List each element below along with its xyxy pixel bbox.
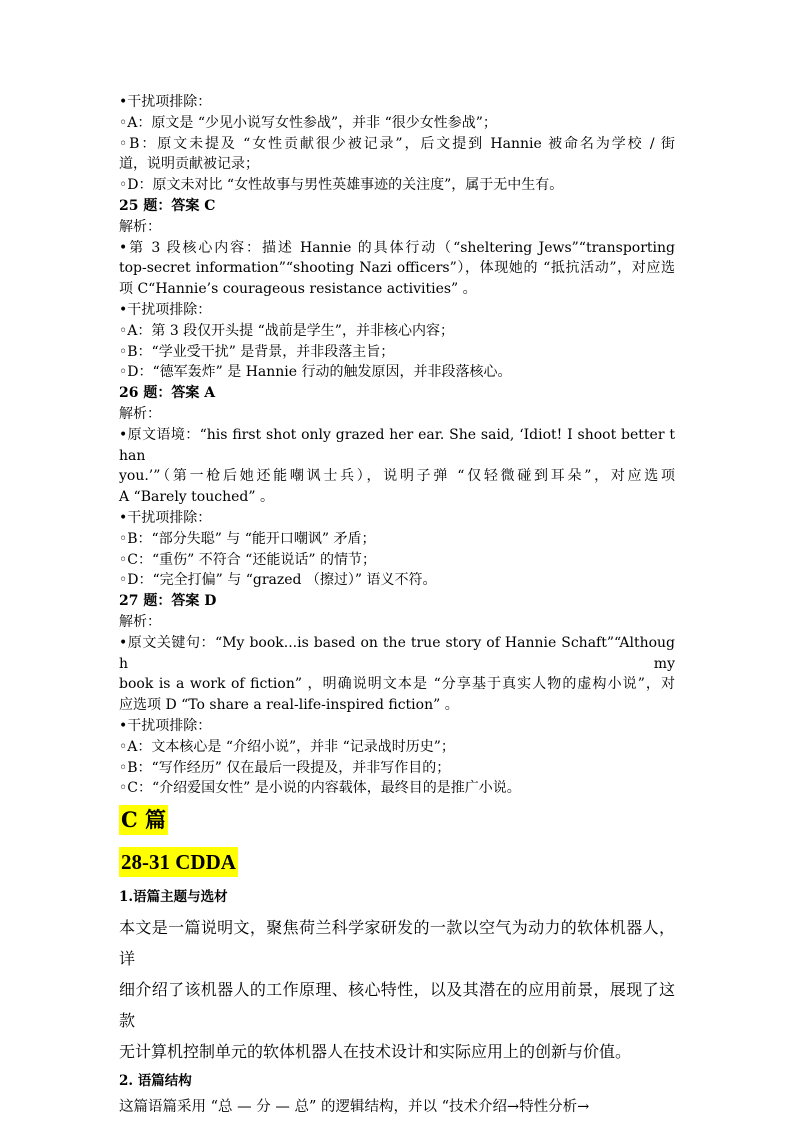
q25-distractor-b: ◦B：“学业受干扰” 是背景，并非段落主旨； [119,343,395,360]
q26-title: 26 题：答案 A [119,385,216,402]
section-c-para1-line1: 本文是一篇说明文，聚焦荷兰科学家研发的一款以空气为动力的软体机器人，详 [119,917,675,968]
q27-jiexi: 解析： [119,613,161,630]
section-c-para1-line2: 细介绍了该机器人的工作原理、核心特性，以及其潜在的应用前景，展现了这款 [119,979,675,1030]
document-page [119,92,675,1119]
q26-distractor-b: ◦B：“部分失聪” 与 “能开口嘲讽” 矛盾； [119,530,376,547]
distractor-b-line1: ◦B：原文未提及 “女性贡献很少被记录”，后文提到 Hannie 被命名为学校 / 街 [119,135,675,152]
q27-key-line2: book is a work of fiction” ，明确说明文本是 “分享基于真实人物的虚构小说”，对 [119,676,675,693]
q27-key-line1: •原文关键句：“My book...is based on the true story of Hannie Schaft”“Although my [119,634,675,672]
distractor-d: ◦D：原文未对比 “女性故事与男性英雄事迹的关注度”，属于无中生有。 [119,177,564,194]
q27-distractor-a: ◦A：文本核心是 “介绍小说”，并非 “记录战时历史”； [119,738,455,755]
distractor-heading: •干扰项排除： [119,94,212,110]
q27-distractor-b: ◦B：“写作经历” 仅在最后一段提及，并非写作目的； [119,759,451,776]
q27-distractor-heading: •干扰项排除： [119,717,212,734]
q25-core-line2: top-secret information”“shooting Nazi officers”），体现她的 “抵抗活动”，对应选 [119,260,675,277]
q27-distractor-c: ◦C：“介绍爱国女性” 是小说的内容载体，最终目的是推广小说。 [119,780,521,797]
q25-distractor-d: ◦D：“德军轰炸” 是 Hannie 行动的触发原因，并非段落核心。 [119,364,512,381]
q27-title: 27 题：答案 D [119,593,217,610]
distractor-b-line2: 道，说明贡献被记录； [119,156,259,173]
q26-context-line1: •原文语境：“his first shot only grazed her ear. She said, ‘Idiot! I shoot better than [119,426,675,464]
q26-jiexi: 解析： [119,405,161,422]
q26-context-line3: A “Barely touched” 。 [119,489,274,506]
q26-distractor-c: ◦C：“重伤” 不符合 “还能说话” 的情节； [119,551,376,568]
section-c-answers: 28-31 CDDA [119,847,238,877]
q26-distractor-heading: •干扰项排除： [119,509,212,526]
section-c-subheading-1: 1.语篇主题与选材 [119,889,228,906]
distractor-a: ◦A：原文是 “少见小说写女性参战”，并非 “很少女性参战”； [119,114,497,131]
q25-distractor-a: ◦A：第 3 段仅开头提 “战前是学生”，并非核心内容； [119,322,454,339]
q25-distractor-heading: •干扰项排除： [119,301,212,318]
q25-jiexi: 解析： [119,218,161,235]
q25-title: 25 题：答案 C [119,197,216,214]
q25-core-line1: •第 3 段核心内容：描述 Hannie 的具体行动（“sheltering Jews”“transporting [119,239,675,256]
q26-distractor-d: ◦D：“完全打偏” 与 “grazed （擦过）” 语义不符。 [119,572,437,589]
q27-key-line3: 应选项 D “To share a real-life-inspired fiction” 。 [119,697,459,714]
section-c-para1-line3: 无计算机控制单元的软体机器人在技术设计和实际应用上的创新与价值。 [119,1041,632,1061]
section-c-para2-line1: 这篇语篇采用 “总 — 分 — 总” 的逻辑结构，并以 “技术介绍→特性分析→ [119,1098,590,1115]
section-c-subheading-2: 2. 语篇结构 [119,1072,192,1089]
q25-core-line3: 项 C“Hannie’s courageous resistance activities” 。 [119,281,477,298]
q26-context-line2: you.’”（第一枪后她还能嘲讽士兵），说明子弹 “仅轻微碰到耳朵”，对应选项 [119,468,675,485]
section-c-title: C 篇 [119,805,168,835]
